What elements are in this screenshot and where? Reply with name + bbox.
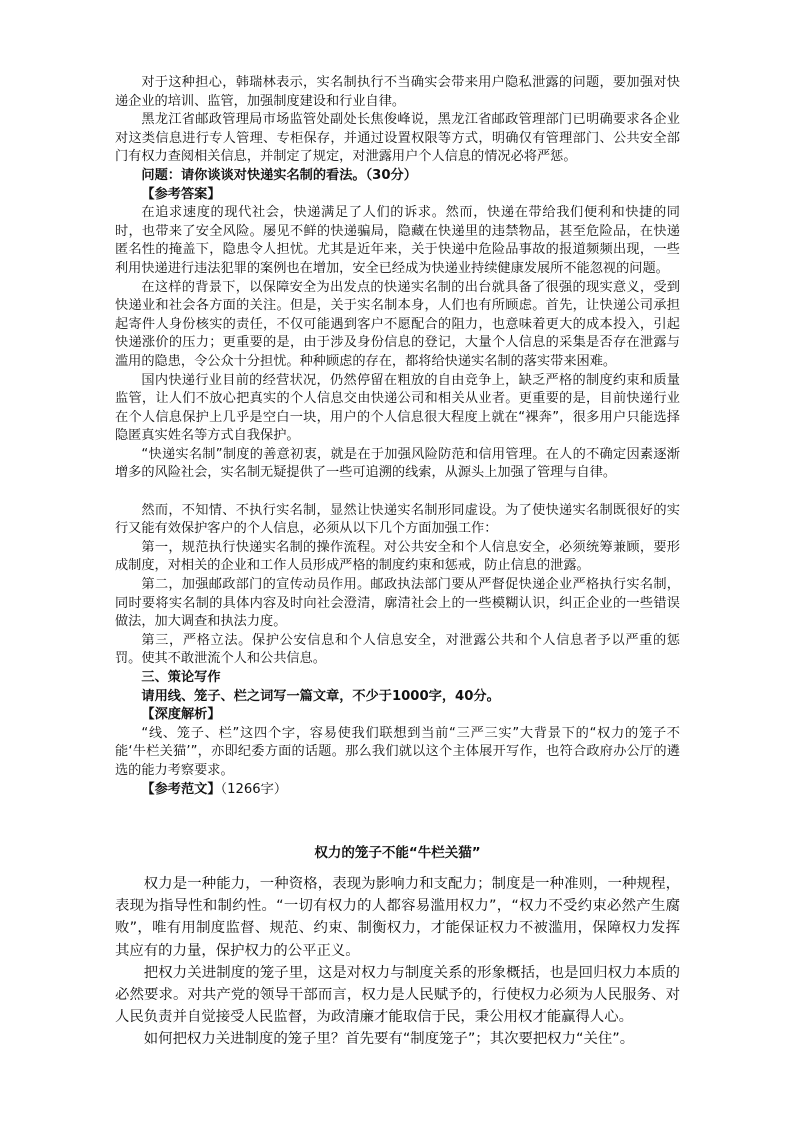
- paragraph: 第二，加强邮政部门的宣传动员作用。邮政执法部门要从严督促快递企业严格执行实名制，同时要将实名制的具体内容及时向社会澄清，廓清社会上的一些模糊认识，纠正企业的一些错误做法，加大调查和执法力度。: [115, 577, 680, 630]
- paragraph: 把权力关进制度的笼子里，这是对权力与制度关系的形象概括，也是回归权力本质的必然要求。对共产党的领导干部而言，权力是人民赋予的，行使权力必须为人民服务、对人民负责并自觉接受人民监督，为政清廉才能取信于民，秉公用权才能赢得人心。: [115, 964, 680, 1026]
- answer-label: 【参考答案】: [141, 186, 221, 202]
- sample-label: 【参考范文】: [141, 781, 221, 797]
- paragraph: 黑龙江省邮政管理局市场监管处副处长焦俊峰说，黑龙江省邮政管理部门已明确要求各企业对这类信息进行专人管理、专柜保存，并通过设置权限等方式，明确仅有管理部门、公共安全部门有权力查阅相关信息，并制定了规定，对泄露用户个人信息的情况必将严惩。: [115, 112, 680, 165]
- question-text: 问题：请你谈谈对快递实名制的看法。（30分）: [141, 167, 417, 183]
- paragraph: 第一，规范执行快递实名制的操作流程。对公共安全和个人信息安全，必须统筹兼顾，要形成制度，对相关的企业和工作人员形成严格的制度约束和惩戒，防止信息的泄露。: [115, 539, 680, 574]
- paragraph: 然而，不知情、不执行实名制，显然让快递实名制形同虚设。为了使快递实名制既很好的实行又能有效保护客户的个人信息，必须从以下几个方面加强工作：: [115, 502, 680, 537]
- paragraph: 国内快递行业目前的经营状况，仍然停留在粗放的自由竞争上，缺乏严格的制度约束和质量监管，让人们不放心把真实的个人信息交由快递公司和相关从业者。更重要的是，目前快递行业在个人信息保护上几乎是空白一块，用户的个人信息很大程度上就在“裸奔”，很多用户只能选择隐匿真实姓名等方式自我保护。: [115, 372, 680, 444]
- essay-body: [115, 873, 680, 1051]
- paragraph: 在追求速度的现代社会，快递满足了人们的诉求。然而，快递在带给我们便利和快捷的同时，也带来了安全风险。屡见不鲜的快递骗局，隐藏在快递里的违禁物品，甚至危险品，在快递匿名性的掩盖下，隐患令人担忧。尤其是近年来，关于快递中危险品事故的报道频频出现，一些利用快递进行违法犯罪的案例也在增加，安全已经成为快递业持续健康发展所不能忽视的问题。: [115, 205, 680, 276]
- section-heading: 三、策论写作: [141, 670, 221, 685]
- essay-prompt: 请用线、笼子、栏之词写一篇文章，不少于1000字，40分。: [141, 688, 500, 704]
- blank-line: [115, 483, 680, 502]
- essay-title: 权力的笼子不能“牛栏关猫”: [314, 845, 481, 861]
- paragraph: 权力是一种能力，一种资格，表现为影响力和支配力；制度是一种准则，一种规程，表现为指导性和制约性。“一切有权力的人都容易滥用权力”，“权力不受约束必然产生腐败”，唯有用制度监督、规范、约束、制衡权力，才能保证权力不被滥用，保障权力发挥其应有的力量，保护权力的公平正义。: [115, 876, 680, 959]
- paragraph: 如何把权力关进制度的笼子里？首先要有“制度笼子”；其次要把权力“关住”。: [143, 1031, 635, 1048]
- paragraph: “快递实名制”制度的善意初衷，就是在于加强风险防范和信用管理。在人的不确定因素逐渐增多的风险社会，实名制无疑提供了一些可追溯的线索，从源头上加强了管理与自律。: [115, 446, 680, 481]
- paragraph: 在这样的背景下，以保障安全为出发点的快递实名制的出台就具备了很强的现实意义，受到快递业和社会各方面的关注。但是，关于实名制本身，人们也有所顾虑。首先，让快递公司承担起寄件人身份核实的责任，不仅可能遇到客户不愿配合的阻力，也意味着更大的成本投入，引起快递涨价的压力；更重要的是，由于涉及身份信息的登记，大量个人信息的采集是否存在泄露与滥用的隐患，令公众十分担忧。种种顾虑的存在，都将给快递实名制的落实带来困难。: [115, 279, 680, 369]
- analysis-text: “线、笼子、栏”这四个字，容易使我们联想到当前“三严三实”大背景下的“权力的笼子不能‘牛栏关猫’”，亦即纪委方面的话题。那么我们就以这个主体展开写作，也符合政府办公厅的遴选的能力考察要求。: [115, 725, 680, 778]
- analysis-label: 【深度解析】: [141, 707, 221, 723]
- sample-word-count: （1266字）: [220, 781, 288, 797]
- sample-label-line: [115, 781, 680, 800]
- paragraph: 第三，严格立法。保护公安信息和个人信息安全，对泄露公共和个人信息者予以严重的惩罚。使其不敢泄流个人和公共信息。: [115, 632, 680, 667]
- paragraph: 对于这种担心，韩瑞林表示，实名制执行不当确实会带来用户隐私泄露的问题，要加强对快递企业的培训、监管，加强制度建设和行业自律。: [115, 75, 680, 109]
- section-news-and-answer: [115, 74, 680, 799]
